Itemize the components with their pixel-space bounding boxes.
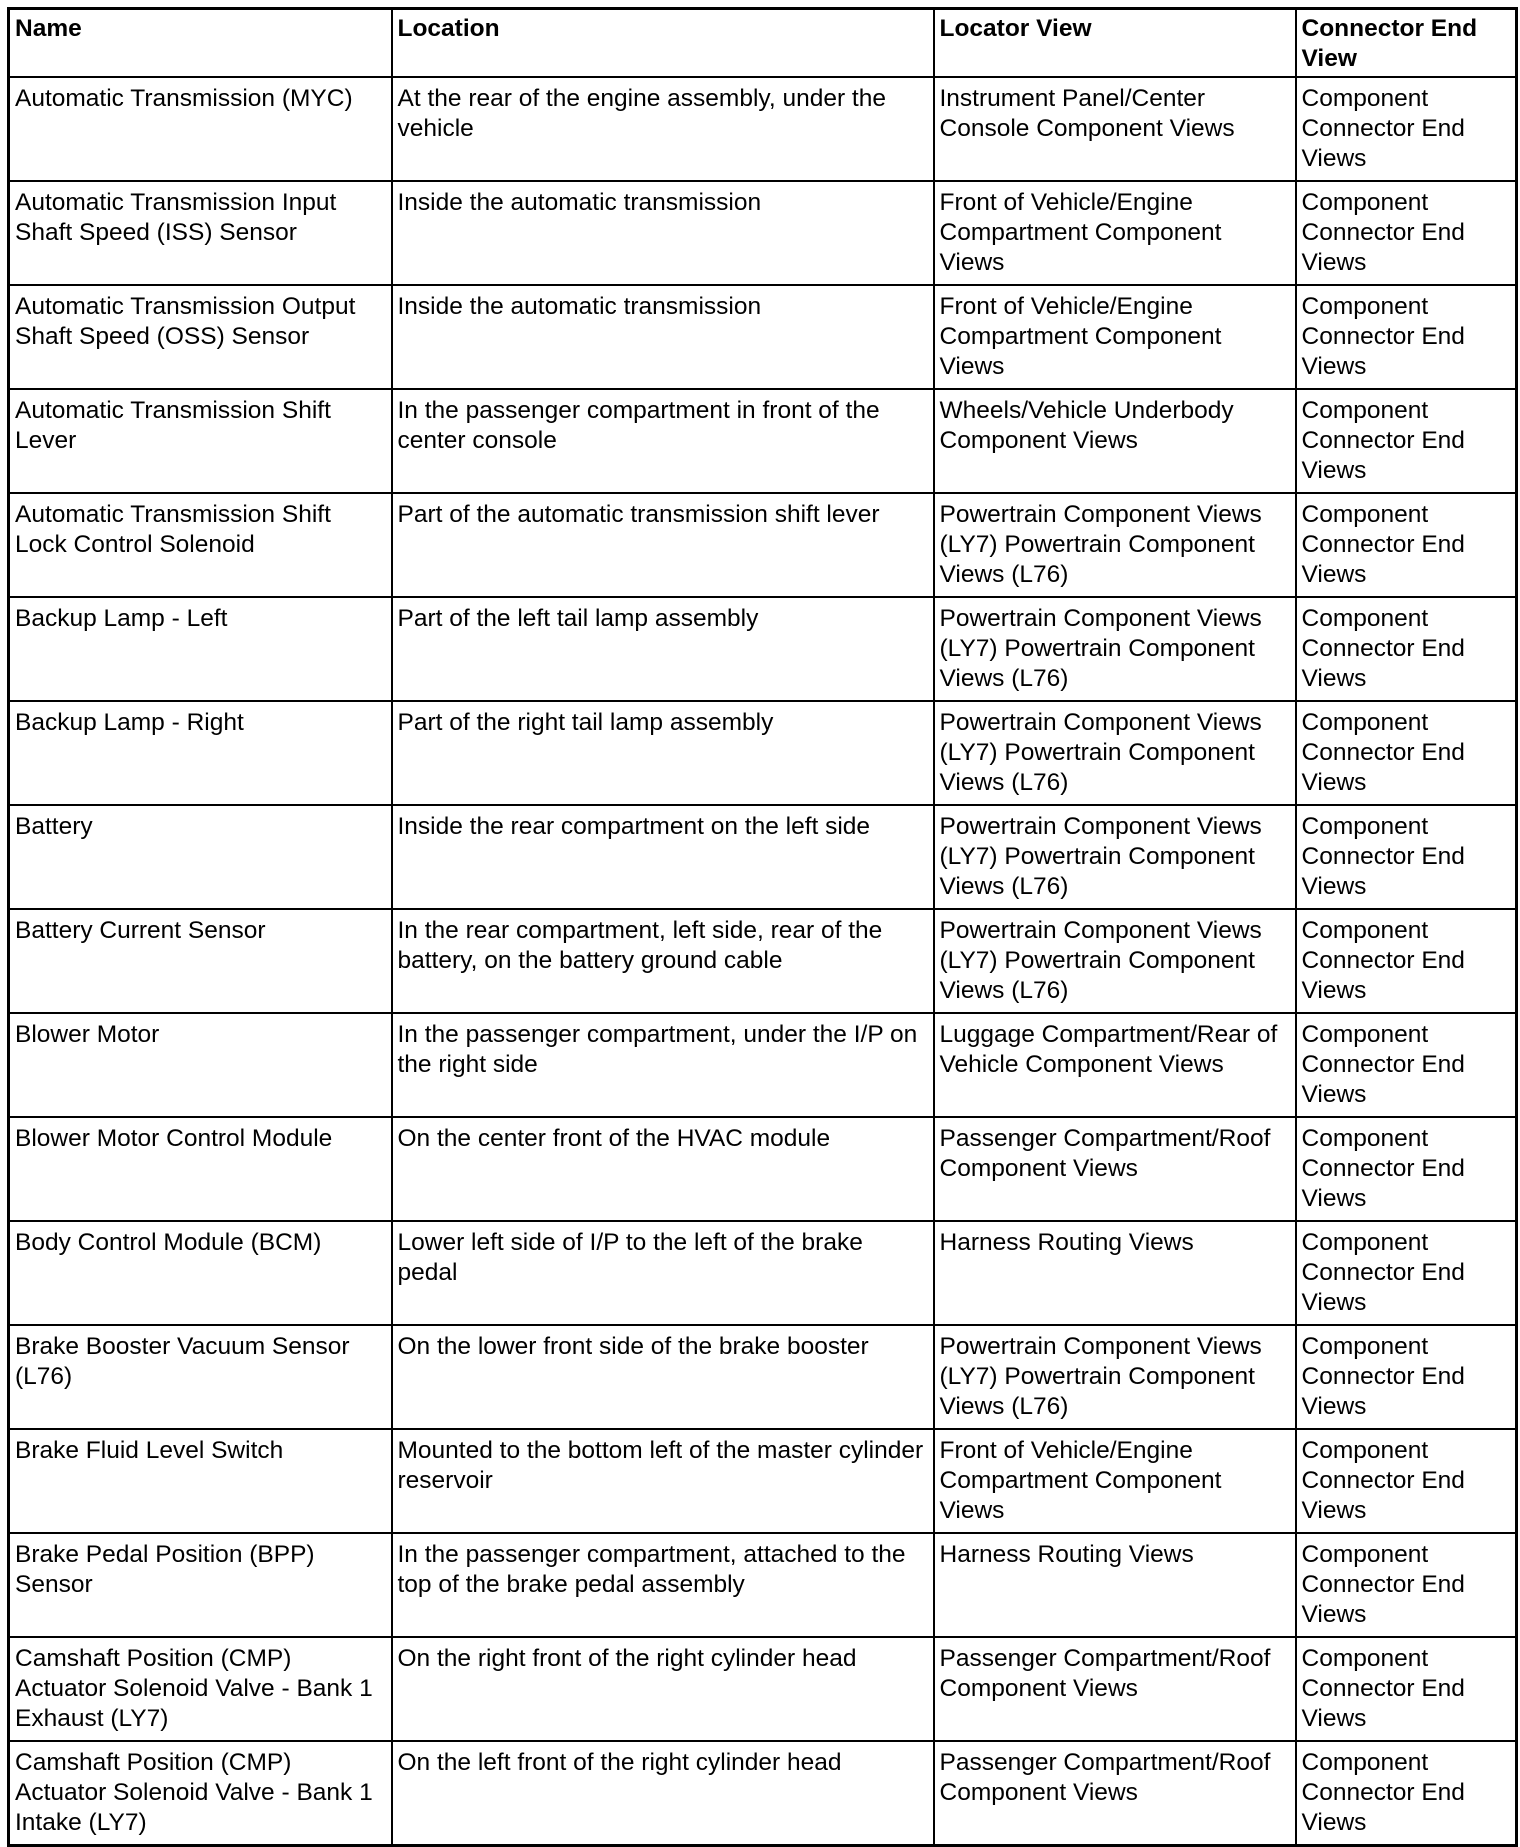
cell-connector-end-view: Component Connector End Views xyxy=(1296,285,1517,389)
cell-name: Body Control Module (BCM) xyxy=(9,1221,392,1325)
cell-locator-view: Powertrain Component Views (LY7) Powertrain Component Views (L76) xyxy=(934,597,1296,701)
cell-location: Part of the right tail lamp assembly xyxy=(392,701,934,805)
table-row xyxy=(9,493,1517,597)
header-locator-view: Locator View xyxy=(934,9,1296,78)
cell-name: Camshaft Position (CMP) Actuator Solenoid Valve - Bank 1 Exhaust (LY7) xyxy=(9,1637,392,1741)
table-row xyxy=(9,597,1517,701)
cell-location: On the center front of the HVAC module xyxy=(392,1117,934,1221)
cell-connector-end-view: Component Connector End Views xyxy=(1296,1325,1517,1429)
table-row xyxy=(9,1221,1517,1325)
cell-location: Part of the left tail lamp assembly xyxy=(392,597,934,701)
header-row xyxy=(9,9,1517,78)
cell-locator-view: Harness Routing Views xyxy=(934,1533,1296,1637)
cell-connector-end-view: Component Connector End Views xyxy=(1296,701,1517,805)
cell-name: Brake Pedal Position (BPP) Sensor xyxy=(9,1533,392,1637)
cell-locator-view: Front of Vehicle/Engine Compartment Component Views xyxy=(934,285,1296,389)
header-connector-end-view: Connector End View xyxy=(1296,9,1517,78)
cell-connector-end-view: Component Connector End Views xyxy=(1296,1221,1517,1325)
cell-location: Mounted to the bottom left of the master cylinder reservoir xyxy=(392,1429,934,1533)
table-row xyxy=(9,181,1517,285)
cell-name: Blower Motor Control Module xyxy=(9,1117,392,1221)
cell-location: At the rear of the engine assembly, under the vehicle xyxy=(392,77,934,181)
cell-locator-view: Instrument Panel/Center Console Component Views xyxy=(934,77,1296,181)
header-location: Location xyxy=(392,9,934,78)
cell-location: In the passenger compartment, under the I/P on the right side xyxy=(392,1013,934,1117)
cell-locator-view: Powertrain Component Views (LY7) Powertrain Component Views (L76) xyxy=(934,805,1296,909)
cell-locator-view: Powertrain Component Views (LY7) Powertrain Component Views (L76) xyxy=(934,909,1296,1013)
table-row xyxy=(9,77,1517,181)
cell-connector-end-view: Component Connector End Views xyxy=(1296,1637,1517,1741)
cell-locator-view: Passenger Compartment/Roof Component Views xyxy=(934,1637,1296,1741)
cell-name: Backup Lamp - Left xyxy=(9,597,392,701)
table-row xyxy=(9,909,1517,1013)
table-row xyxy=(9,1325,1517,1429)
cell-location: Inside the automatic transmission xyxy=(392,285,934,389)
cell-locator-view: Front of Vehicle/Engine Compartment Component Views xyxy=(934,181,1296,285)
table-row xyxy=(9,805,1517,909)
cell-location: On the right front of the right cylinder head xyxy=(392,1637,934,1741)
cell-connector-end-view: Component Connector End Views xyxy=(1296,181,1517,285)
cell-connector-end-view: Component Connector End Views xyxy=(1296,493,1517,597)
cell-locator-view: Wheels/Vehicle Underbody Component Views xyxy=(934,389,1296,493)
cell-name: Automatic Transmission Shift Lever xyxy=(9,389,392,493)
cell-name: Backup Lamp - Right xyxy=(9,701,392,805)
cell-name: Battery Current Sensor xyxy=(9,909,392,1013)
cell-name: Camshaft Position (CMP) Actuator Solenoid Valve - Bank 1 Intake (LY7) xyxy=(9,1741,392,1846)
cell-locator-view: Passenger Compartment/Roof Component Views xyxy=(934,1117,1296,1221)
cell-connector-end-view: Component Connector End Views xyxy=(1296,1013,1517,1117)
table-row xyxy=(9,1533,1517,1637)
table-row xyxy=(9,389,1517,493)
component-locator-table xyxy=(7,7,1518,1847)
table-row xyxy=(9,1013,1517,1117)
cell-location: On the lower front side of the brake booster xyxy=(392,1325,934,1429)
cell-locator-view: Harness Routing Views xyxy=(934,1221,1296,1325)
cell-connector-end-view: Component Connector End Views xyxy=(1296,389,1517,493)
cell-name: Blower Motor xyxy=(9,1013,392,1117)
cell-locator-view: Powertrain Component Views (LY7) Powertrain Component Views (L76) xyxy=(934,1325,1296,1429)
cell-connector-end-view: Component Connector End Views xyxy=(1296,1429,1517,1533)
cell-locator-view: Luggage Compartment/Rear of Vehicle Component Views xyxy=(934,1013,1296,1117)
cell-connector-end-view: Component Connector End Views xyxy=(1296,805,1517,909)
cell-connector-end-view: Component Connector End Views xyxy=(1296,597,1517,701)
cell-locator-view: Powertrain Component Views (LY7) Powertrain Component Views (L76) xyxy=(934,701,1296,805)
cell-locator-view: Passenger Compartment/Roof Component Views xyxy=(934,1741,1296,1846)
cell-name: Brake Fluid Level Switch xyxy=(9,1429,392,1533)
cell-name: Automatic Transmission Input Shaft Speed (ISS) Sensor xyxy=(9,181,392,285)
cell-locator-view: Powertrain Component Views (LY7) Powertrain Component Views (L76) xyxy=(934,493,1296,597)
cell-connector-end-view: Component Connector End Views xyxy=(1296,1117,1517,1221)
cell-location: In the passenger compartment, attached to the top of the brake pedal assembly xyxy=(392,1533,934,1637)
cell-location: Part of the automatic transmission shift lever xyxy=(392,493,934,597)
cell-name: Battery xyxy=(9,805,392,909)
cell-connector-end-view: Component Connector End Views xyxy=(1296,1533,1517,1637)
cell-connector-end-view: Component Connector End Views xyxy=(1296,77,1517,181)
cell-location: Inside the automatic transmission xyxy=(392,181,934,285)
table-row xyxy=(9,1117,1517,1221)
cell-location: In the rear compartment, left side, rear of the battery, on the battery ground cable xyxy=(392,909,934,1013)
table-row xyxy=(9,1741,1517,1846)
table-row xyxy=(9,1429,1517,1533)
cell-location: On the left front of the right cylinder head xyxy=(392,1741,934,1846)
cell-name: Automatic Transmission (MYC) xyxy=(9,77,392,181)
table-row xyxy=(9,701,1517,805)
cell-name: Brake Booster Vacuum Sensor (L76) xyxy=(9,1325,392,1429)
cell-location: Inside the rear compartment on the left side xyxy=(392,805,934,909)
table-row xyxy=(9,1637,1517,1741)
cell-location: In the passenger compartment in front of the center console xyxy=(392,389,934,493)
cell-name: Automatic Transmission Shift Lock Control Solenoid xyxy=(9,493,392,597)
cell-name: Automatic Transmission Output Shaft Speed (OSS) Sensor xyxy=(9,285,392,389)
cell-connector-end-view: Component Connector End Views xyxy=(1296,1741,1517,1846)
header-name: Name xyxy=(9,9,392,78)
cell-connector-end-view: Component Connector End Views xyxy=(1296,909,1517,1013)
cell-locator-view: Front of Vehicle/Engine Compartment Component Views xyxy=(934,1429,1296,1533)
table-row xyxy=(9,285,1517,389)
cell-location: Lower left side of I/P to the left of the brake pedal xyxy=(392,1221,934,1325)
